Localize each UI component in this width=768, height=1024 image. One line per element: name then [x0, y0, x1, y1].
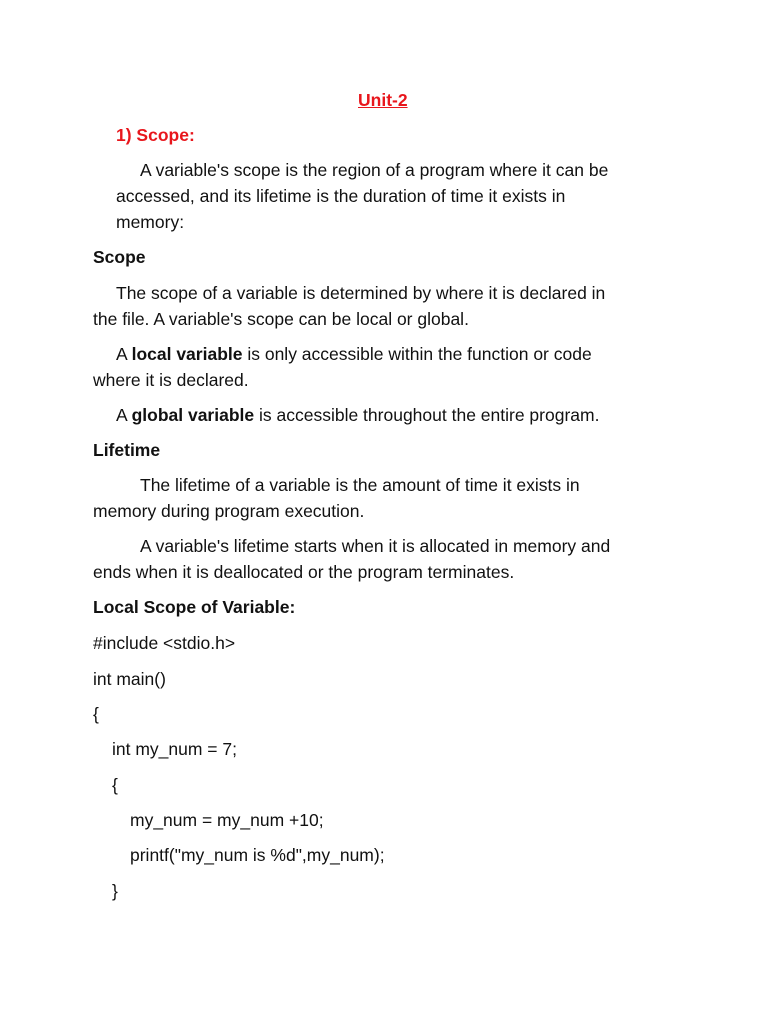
local-variable-term: local variable: [131, 344, 243, 364]
code-line: printf("my_num is %d",my_num);: [130, 845, 385, 865]
code-line: my_num = my_num +10;: [130, 810, 324, 830]
code-line: {: [93, 704, 99, 724]
local-variable-line-1: [116, 341, 592, 367]
scope-para-line-1: The scope of a variable is determined by where it is declared in: [116, 283, 606, 303]
lifetime-para1-line-1: The lifetime of a variable is the amount of time it exists in: [140, 475, 580, 495]
local-prefix: A: [116, 344, 132, 364]
scope-heading: Scope: [93, 247, 146, 267]
intro-line-2: accessed, and its lifetime is the duration of time it exists in: [116, 186, 566, 206]
intro-line-3: memory:: [116, 212, 185, 232]
global-variable-term: global variable: [131, 405, 255, 425]
lifetime-para2-line-1: A variable's lifetime starts when it is allocated in memory and: [140, 536, 611, 556]
code-line: #include <stdio.h>: [93, 633, 236, 653]
lifetime-heading: Lifetime: [93, 440, 161, 460]
scope-para-line-2: the file. A variable's scope can be local or global.: [93, 309, 469, 329]
section-heading-scope: 1) Scope:: [116, 125, 195, 145]
lifetime-para1-line-2: memory during program execution.: [93, 501, 365, 521]
global-prefix: A: [116, 405, 132, 425]
code-line: int my_num = 7;: [112, 739, 237, 759]
lifetime-para2-line-2: ends when it is deallocated or the program terminates.: [93, 562, 515, 582]
local-suffix: is only accessible within the function or code: [242, 344, 592, 364]
code-line: }: [112, 881, 118, 901]
global-suffix: is accessible throughout the entire program.: [254, 405, 600, 425]
intro-line-1: A variable's scope is the region of a program where it can be: [140, 160, 609, 180]
local-scope-heading: Local Scope of Variable:: [93, 597, 296, 617]
code-line: {: [112, 775, 118, 795]
global-variable-line: [116, 402, 599, 428]
local-variable-line-2: where it is declared.: [93, 370, 249, 390]
code-line: int main(): [93, 669, 166, 689]
page-title: Unit-2: [358, 90, 408, 110]
